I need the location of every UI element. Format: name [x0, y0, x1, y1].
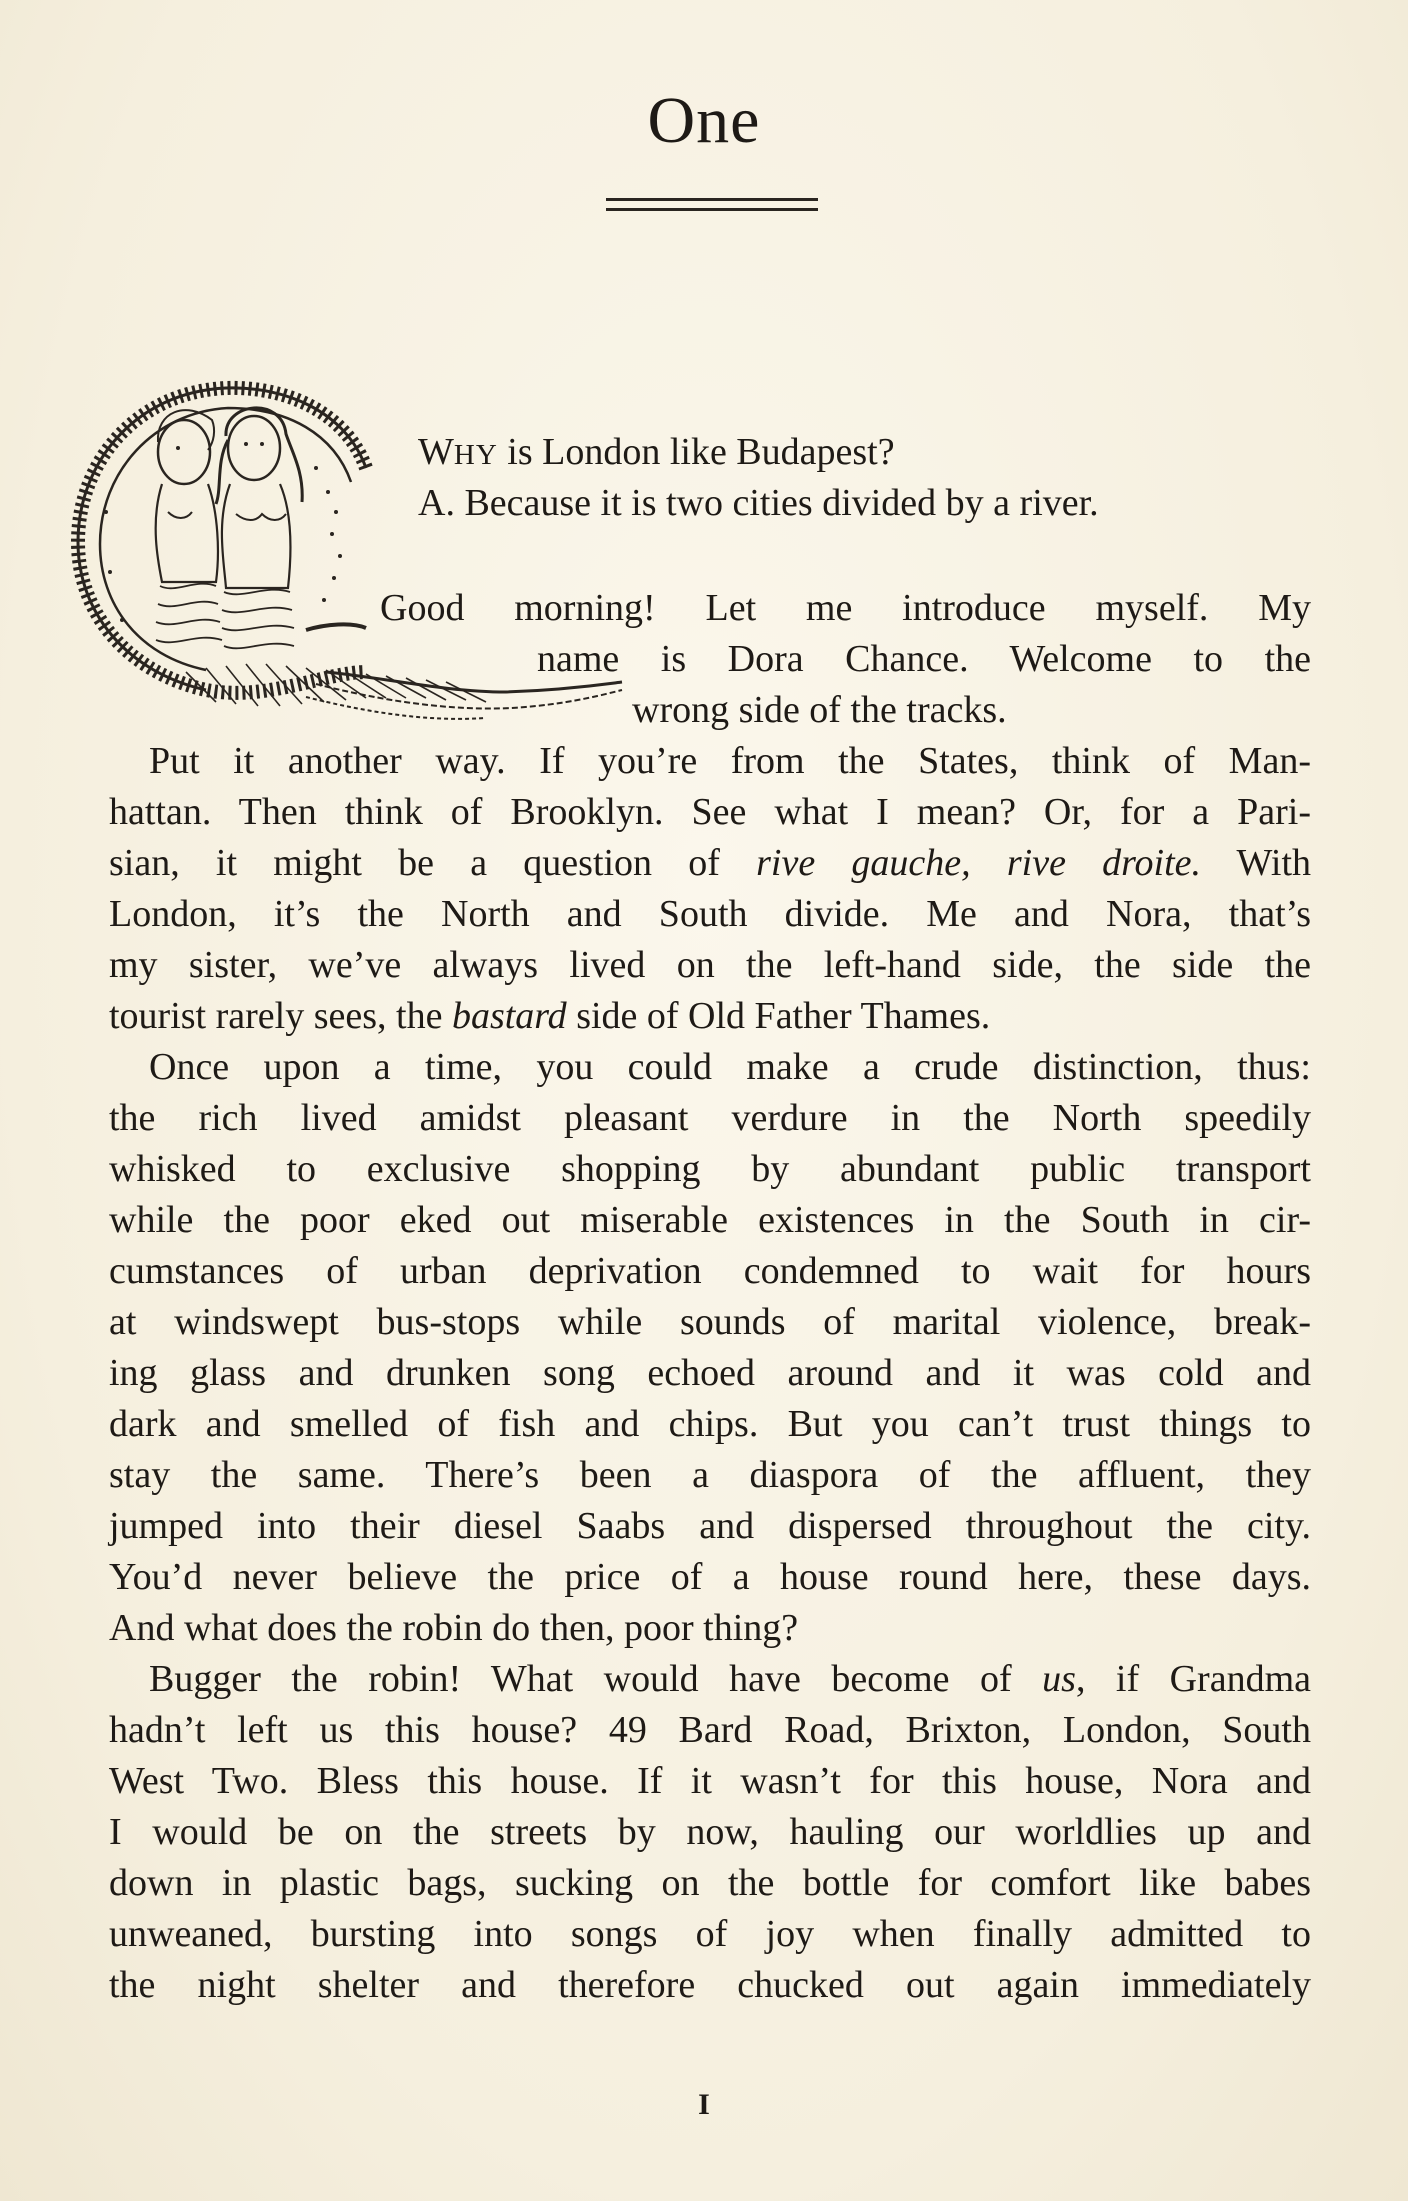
- para3-line-3: whisked to exclusive shopping by abundant public transport: [109, 1148, 1311, 1190]
- opening-line-1: Good morning! Let me introduce myself. My: [380, 587, 1311, 629]
- para3-line-2: the rich lived amidst pleasant verdure in the North speedily: [109, 1097, 1311, 1139]
- para3-line-5: cumstances of urban deprivation condemned to wait for hours: [109, 1250, 1311, 1292]
- para2-line-2: hattan. Then think of Brooklyn. See what I mean? Or, for a Pari-: [109, 791, 1311, 833]
- para3-line-6: at windswept bus-stops while sounds of marital violence, break-: [109, 1301, 1311, 1343]
- title-rule-lower: [606, 208, 818, 211]
- para4-line-3: West Two. Bless this house. If it wasn’t for this house, Nora and: [109, 1760, 1311, 1802]
- para4-line-1-a: Bugger the robin! What would have become of: [149, 1658, 1043, 1700]
- para3-line-1: Once upon a time, you could make a crude distinction, thus:: [149, 1046, 1311, 1088]
- epigraph-question-text: is London like Budapest?: [497, 431, 895, 473]
- opening-line-2: name is Dora Chance. Welcome to the: [537, 638, 1311, 680]
- para4-line-6: unweaned, bursting into songs of joy when finally admitted to: [109, 1913, 1311, 1955]
- para4-line-1-b: , if Grandma: [1075, 1658, 1311, 1700]
- para2-line-4: London, it’s the North and South divide. Me and Nora, that’s: [109, 893, 1311, 935]
- page-number: I: [698, 2088, 710, 2121]
- para4-line-1-italic: us: [1042, 1658, 1076, 1700]
- para3-line-11: You’d never believe the price of a house round here, these days.: [109, 1556, 1311, 1598]
- para2-line-6-italic: bastard: [451, 995, 567, 1037]
- para4-line-7: the night shelter and therefore chucked out again immediately: [109, 1964, 1311, 2006]
- para4-line-5: down in plastic bags, sucking on the bottle for comfort like babes: [109, 1862, 1311, 1904]
- para2-line-5: my sister, we’ve always lived on the left-hand side, the side the: [109, 944, 1311, 986]
- para2-line-6-b: side of Old Father Thames.: [566, 995, 991, 1037]
- para2-line-3-a: sian, it might be a question of: [109, 842, 757, 884]
- epigraph-small-caps: WHY: [418, 431, 498, 473]
- para3-line-9: stay the same. There’s been a diaspora of the affluent, they: [109, 1454, 1311, 1496]
- para3-line-10: jumped into their diesel Saabs and dispersed throughout the city.: [109, 1505, 1311, 1547]
- para3-line-4: while the poor eked out miserable existences in the South in cir-: [109, 1199, 1311, 1241]
- para2-line-3: [109, 838, 1311, 889]
- title-rule-upper: [606, 198, 818, 201]
- chapter-title: One: [647, 84, 761, 157]
- para3-line-7: ing glass and drunken song echoed around and it was cold and: [109, 1352, 1311, 1394]
- para2-line-3-b: With: [1201, 842, 1312, 884]
- epigraph-question: [418, 427, 895, 481]
- para2-line-6: [109, 991, 990, 1042]
- para3-line-8: dark and smelled of fish and chips. But you can’t trust things to: [109, 1403, 1311, 1445]
- para2-line-3-italic: rive gauche, rive droite.: [756, 842, 1202, 884]
- para2-line-6-a: tourist rarely sees, the: [109, 995, 452, 1037]
- para2-line-1: Put it another way. If you’re from the States, think of Man-: [149, 740, 1311, 782]
- epigraph-answer: A. Because it is two cities divided by a river.: [418, 482, 1099, 524]
- para3-line-12: And what does the robin do then, poor thing?: [109, 1607, 799, 1649]
- para4-line-4: I would be on the streets by now, hauling our worldlies up and: [109, 1811, 1311, 1853]
- para4-line-2: hadn’t left us this house? 49 Bard Road, Brixton, London, South: [109, 1709, 1311, 1751]
- para4-line-1: [149, 1654, 1311, 1705]
- opening-line-3: wrong side of the tracks.: [632, 689, 1007, 731]
